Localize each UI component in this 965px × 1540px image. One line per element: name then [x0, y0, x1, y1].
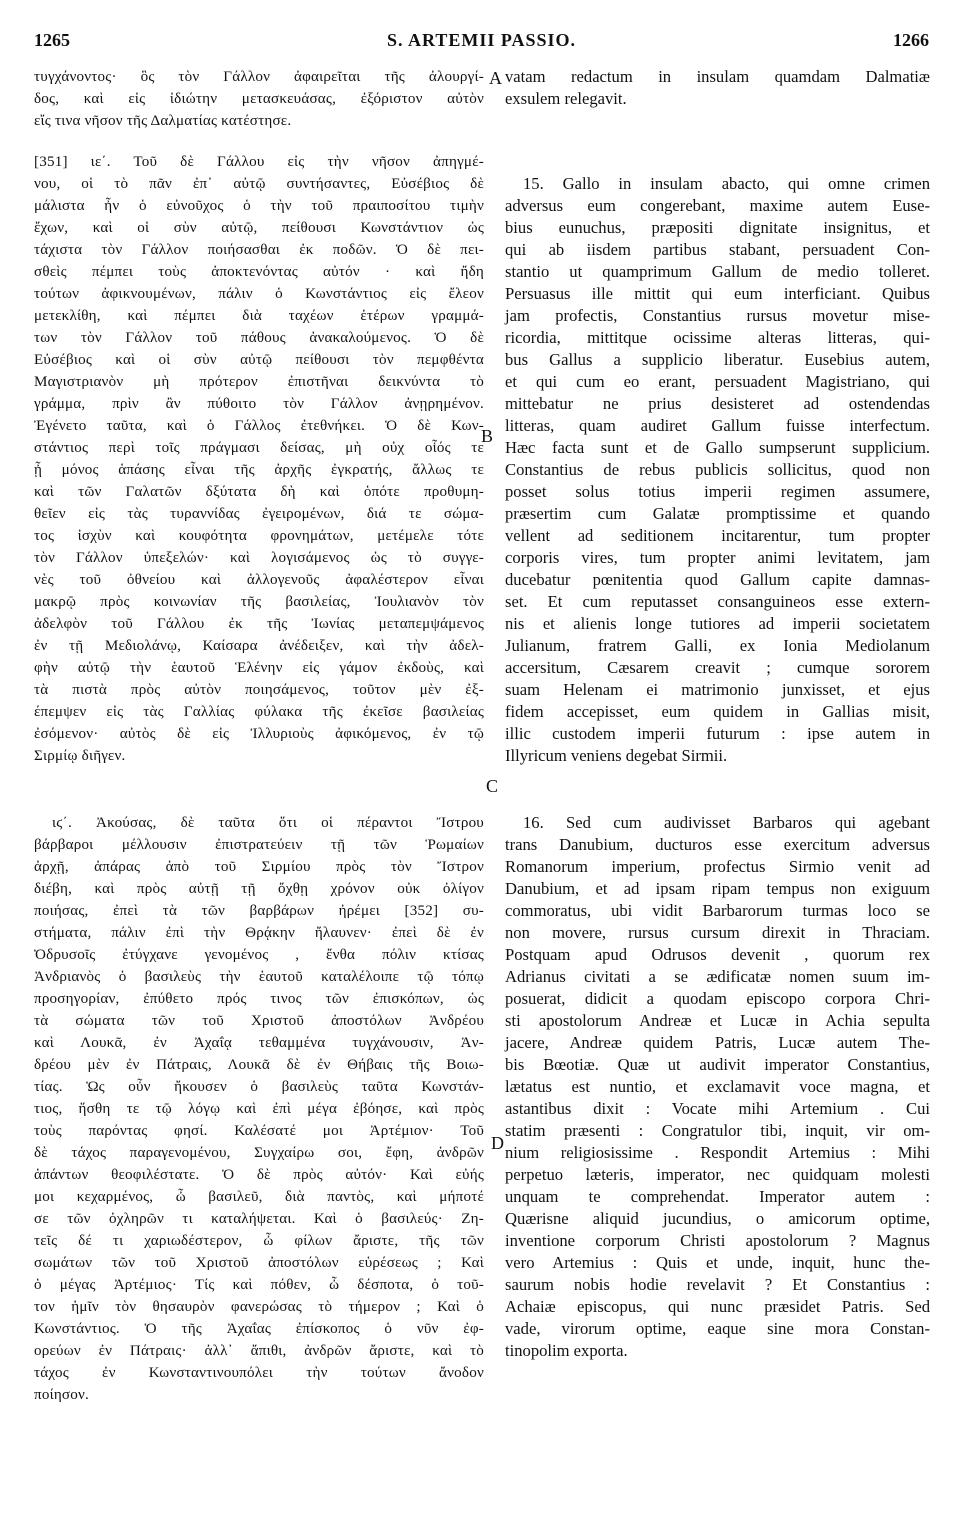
text-line: ορεύων ἐν Πάτραις· ἀλλ᾽ ἄπιθι, ἀνδρῶν ἄριστε, καὶ τὸ	[34, 1343, 484, 1359]
margin-marker-b: B	[481, 426, 494, 446]
text-line: τίας. Ὡς οὖν ἤκουσεν ὁ βασιλεὺς ταῦτα Κωνστάν-	[34, 1079, 484, 1095]
text-line: έπεμψεν εἰς τὰς Γαλλίας φύλακα τῆς ἐκεῖσε βασιλείας	[34, 704, 484, 720]
text-line: stantio ut quamprimum Gallum de medio tolleret.	[505, 262, 930, 281]
text-line: διέβη, καὶ πρὸς αὐτῇ τῇ ὄχθῃ χρόνον οὐκ ὀλίγον	[34, 881, 484, 897]
text-line: jam profectis, Constantius rursus movetur mise-	[505, 306, 930, 325]
text-line: ποίησον.	[34, 1387, 90, 1403]
text-line: ιϛ΄. Ἀκούσας, δὲ ταῦτα ὅτι οἱ πέραντοι Ἴστρου	[52, 815, 484, 831]
text-line: τούτων ἀφικνουμένων, πάλιν ὁ Κωνστάντιος εἰς ἔλεον	[34, 286, 484, 302]
text-line: φὴν αὐτῷ τὴν ἑαυτοῦ Ἑλένην εἰς γάμον ἐκδοὺς, καὶ	[34, 660, 484, 676]
text-line: Achaiæ episcopus, qui nunc præsidet Patris. Sed	[505, 1297, 930, 1316]
text-line: τιος, ἥσθη τε τῷ λόγῳ καὶ ἐπὶ μέγα ἐβόησε, καὶ πρὸς	[34, 1101, 484, 1117]
text-line: perpetuo læteris, imperator, nec quidquam molesti	[505, 1165, 930, 1184]
text-line: τον ἡμῖν τὸν θησαυρὸν φανερώσας τὸ τήμερον ; Καὶ ὁ	[34, 1299, 484, 1315]
text-line: σθεὶς πέμπει τοὺς ἀποκτενόντας αὐτόν · καὶ ἤδη	[34, 264, 484, 280]
margin-marker-d: D	[491, 1133, 504, 1153]
greek-section-15	[34, 151, 484, 767]
text-line: δος, καὶ εἰς ἰδιώτην μετασκευάσας, ἐξόριστον αὐτὸν	[34, 91, 484, 107]
text-line: statim præsenti : Congratulor tibi, inquit, vir om-	[505, 1121, 930, 1140]
text-line: Persuasus ille mittit qui eum interficiant. Quibus	[505, 284, 930, 303]
text-line: μακρῷ πρὸς κοινωνίαν τῆς βασιλείας, Ἰουλιανὸν τὸν	[34, 594, 484, 610]
text-line: accersitum, Cæsarem creavit ; cumque sororem	[505, 658, 930, 677]
text-line: bius eunuchus, præpositi dignitate insignitus, et	[505, 218, 930, 237]
text-line: ἀδελφὸν τοῦ Γάλλου ἐκ τῆς Ἰωνίας μεταπεμψάμενος	[34, 616, 484, 632]
text-line: νὲς τοῦ ὀθνείου καὶ ἀλλογενοῦς ἀφαλέστερον εἶναι	[34, 572, 484, 588]
text-line: posset solus totius imperii regimen assumere,	[505, 482, 930, 501]
text-line: illic custodem imperii futurum : ipse autem in	[505, 724, 930, 743]
text-line: nium religiosissime . Respondit Artemius : Mihi	[505, 1143, 930, 1162]
text-line: vero Artemius : Quis et unde, inquit, hunc the-	[505, 1253, 930, 1272]
text-line: ποιήσας, ἐπεὶ τὰ τῶν βαρβάρων ἠρέμει [352] συ-	[34, 903, 484, 919]
text-line: vatam redactum in insulam quamdam Dalmatiæ	[505, 67, 930, 86]
text-line: Constantius de rebus publicis sollicitus, quod non	[505, 460, 930, 479]
text-line: Romanorum imperium, profectus Sirmio venit ad	[505, 857, 930, 876]
text-line: σωμάτων τῶν τοῦ Χριστοῦ ἀποστόλων εὑρέσεως ; Καὶ	[34, 1255, 484, 1271]
text-line: καὶ τῶν Γαλατῶν δξύτατα δὴ καὶ ὁπότε προθυμη-	[34, 484, 484, 500]
text-line: θεῖεν εἰς τὰς τυραννίδας ἐγειρομένων, διά τε σώμα-	[34, 506, 484, 522]
text-line: Ἐγένετο ταῦτα, καὶ ὁ Γάλλος ἐτεθνήκει. Ὁ δὲ Κων-	[34, 418, 484, 434]
text-line: Illyricum veniens degebat Sirmii.	[505, 746, 728, 765]
text-line: καὶ Λουκᾶ, ἐν Ἀχαΐᾳ τεθαμμένα τυγχάνουσιν, Ἀν-	[34, 1035, 484, 1051]
text-line: Ἀνδριανὸς ὁ βασιλεὺς τὴν ἑαυτοῦ καταλέλοιπε τῷ τόπῳ	[34, 969, 484, 985]
text-line: ἐσόμενον· αὐτὸς δὲ εἰς Ἰλλυριοὺς ἀφικόμενος, ἐν τῷ	[34, 726, 484, 742]
text-line: των τὸν Γάλλον τοῦ πάθους ἀνακαλούμενος. Ὁ δὲ	[34, 330, 484, 346]
text-line: adversus eum congerebant, maxime autem Euse-	[505, 196, 930, 215]
text-line: ᾖ μόνος ἁπάσης εἶναι τῆς ἀρχῆς ἐγκρατής, ἄλλως τε	[34, 462, 484, 478]
text-line: unquam te comprehendat. Imperator autem :	[505, 1187, 930, 1206]
text-line: trans Danubium, ducturos esse exercitum adversus	[505, 835, 930, 854]
text-line: nis et alienis longe tutiores ad imperii societatem	[505, 614, 930, 633]
text-line: posuerat, didicit a quodam episcopo corpora Chri-	[505, 989, 930, 1008]
latin-section-16	[505, 812, 930, 1362]
text-line: præsertim cum Galatæ promptissime et quando	[505, 504, 930, 523]
text-line: Adrianus civitati a se ædificatæ nomen suum im-	[505, 967, 930, 986]
text-line: τὰ πιστὰ πρὸς αὐτὸν ποιησάμενος, τοῦτον μὲν ἐξ-	[34, 682, 484, 698]
text-line: τοὺς παρόντας φησί. Καλέσατέ μοι Ἀρτέμιον· Τοῦ	[34, 1123, 484, 1139]
text-line: Postquam apud Odrusos devenit , quorum rex	[505, 945, 930, 964]
text-line: set. Et cum reputasset consanguineos esse extern-	[505, 592, 930, 611]
margin-marker-a: A	[489, 68, 502, 88]
text-line: μάλιστα ἦν ὁ εὐνοῦχος ὁ τὴν τοῦ πραιποσίτου τιμὴν	[34, 198, 484, 214]
text-line: [351] ιε΄. Τοῦ δὲ Γάλλου εἰς τὴν νῆσον ἀπηγμέ-	[34, 154, 484, 170]
text-line: στάντιος περὶ τοῖς πράγμασι δείσας, μὴ οὐχ οἷός τε	[34, 440, 484, 456]
text-line: mittebatur ne prius desisteret ad ostendendas	[505, 394, 930, 413]
text-line: νου, οἱ τὸ πᾶν ἐπ᾽ αὐτῷ συντήσαντες, Εὐσέβιος δὲ	[34, 176, 484, 192]
latin-section-continuation	[505, 66, 930, 110]
page-number-left: 1265	[34, 30, 70, 50]
text-line: στήματα, πάλιν ἐπὶ τὴν Θρᾴκην ἤλαυνεν· ἐπεὶ δὲ ἐν	[34, 925, 484, 941]
latin-section-15	[505, 173, 930, 767]
text-line: προσηγορίαν, ἐπύθετο πρός τινος τῶν ἐπισκόπων, ὡς	[34, 991, 484, 1007]
text-line: fidem accepisset, eum quidem in Gallias misit,	[505, 702, 930, 721]
text-line: δρέου μὲν ἐν Πάτραις, Λουκᾶ δὲ ἐν Θήβαις τῆς Βοιω-	[34, 1057, 484, 1073]
text-line: bus Gallus a supplicio liberatur. Eusebius autem,	[505, 350, 930, 369]
text-line: inventione corporum Christi apostolorum ? Magnus	[505, 1231, 930, 1250]
text-line: astantibus dixit : Vocate mihi Artemium . Cui	[505, 1099, 930, 1118]
text-line: ἀρχῇ, ἀπάρας ἀπὸ τοῦ Σιρμίου πρὸς τὸν Ἴστρον	[34, 859, 484, 875]
text-line: τυγχάνοντος· ὃς τὸν Γάλλον ἀφαιρεῖται τῆς ἀλουργί-	[34, 69, 484, 85]
text-line: Julianum, fratrem Galli, ex Ionia Mediolanum	[505, 636, 930, 655]
text-line: δὲ τάχος παραγενομένου, Συγχαίρω σοι, ἔφη, ἀνδρῶν	[34, 1145, 484, 1161]
text-line: τὰ σώματα τῶν τοῦ Χριστοῦ ἀποστόλων Ἀνδρέου	[34, 1013, 484, 1029]
text-line: Εὐσέβιος καὶ οἱ σὺν αὐτῷ πείθουσι τὸν πεμφθέντα	[34, 352, 484, 368]
running-title: S. ARTEMII PASSIO.	[386, 30, 577, 50]
greek-section-16	[34, 812, 484, 1406]
text-line: ἐν τῇ Μεδιολάνῳ, Καίσαρα ἀνέδειξεν, καὶ τὴν ἀδελ-	[34, 638, 484, 654]
text-line: Danubium, et ad ipsam ripam tempus non exiguum	[505, 879, 930, 898]
text-line: μετεκλίθη, καὶ πέμπει διὰ ταχέων ἑτέρων γραμμά-	[34, 308, 484, 324]
text-line: ducebatur pœnitentia quod Gallum capite damnas-	[505, 570, 930, 589]
text-line: et qui cum eo erant, persuadent Magistriano, qui	[505, 372, 930, 391]
text-line: Σιρμίῳ διῆγεν.	[34, 748, 126, 764]
text-line: μοι κεχαρμένος, ὦ βασιλεῦ, διὰ παντὸς, καὶ μήποτέ	[34, 1189, 484, 1205]
text-line: ἔχων, καὶ οἱ σὺν αὐτῷ, πείθουσι Κωνστάντιον ὡς	[34, 220, 484, 236]
text-line: bis Bœotiæ. Quæ ut audivit imperator Constantius,	[505, 1055, 930, 1074]
text-line: Κωνστάντιος. Ὁ τῆς Ἀχαΐας ἐπίσκοπος ὁ νῦν ἐφ-	[34, 1321, 484, 1337]
text-line: τος ἰσχὺν καὶ κουφότητα φρονημάτων, μετέμελε τότε	[34, 528, 484, 544]
text-line: litteras, quam audiret Gallum fuisse interfectum.	[505, 416, 930, 435]
text-line: corporis vires, tum propter animi levitatem, jam	[505, 548, 930, 567]
margin-marker-c: C	[486, 776, 499, 796]
text-line: saurum nobis hodie revelavit ? Et Constantius :	[505, 1275, 930, 1294]
text-line: tinopolim exporta.	[505, 1341, 628, 1360]
text-line: τάχιστα τὸν Γάλλον ποιήσασθαι ἐκ ποδῶν. Ὁ δὲ πει-	[34, 242, 484, 258]
text-line: non movere, rursus cursum direxit in Thraciam.	[505, 923, 930, 942]
greek-section-continuation	[34, 66, 484, 132]
text-line: Μαγιστριανὸν μὴ πρότερον ἐπιστῆναι δεικνύντα τὸ	[34, 374, 484, 390]
text-line: Hæc facta sunt et de Gallo sumpserunt supplicium.	[505, 438, 930, 457]
text-line: Ὀδρυσοῖς ἐτύγχανε γενομένος , ἔνθα πόλιν κτίσας	[34, 947, 484, 963]
text-line: exsulem relegavit.	[505, 89, 627, 108]
text-line: commoratus, ubi vidit Barbarorum turmas loco se	[505, 901, 930, 920]
text-line: 16. Sed cum audivisset Barbaros qui agebant	[523, 813, 930, 832]
text-line: lætatus est nuntio, et exclamavit voce magna, et	[505, 1077, 930, 1096]
text-line: ricordia, mittitque ocissime alteras litteras, qui-	[505, 328, 930, 347]
text-line: τάχος ἐν Κωνσταντινουπόλει τὴν τούτων ἄνοδον	[34, 1365, 484, 1381]
text-line: 15. Gallo in insulam abacto, qui omne crimen	[523, 174, 930, 193]
text-line: suam Helenam ei matrimonio junxisset, et ejus	[505, 680, 930, 699]
text-line: σε τῶν ὀχληρῶν τι καταλήψεται. Καὶ ὁ βασιλεύς· Ζη-	[34, 1211, 484, 1227]
text-line: qui ab iisdem partibus stabant, persuadent Con-	[505, 240, 930, 259]
text-line: Quærisne aliquid jucundius, o amicorum optime,	[505, 1209, 930, 1228]
page-number-right: 1266	[893, 30, 929, 50]
text-line: τεῖς δέ τι χαριωδέστερον, ὦ φίλων ἄριστε, τῆς τῶν	[34, 1233, 484, 1249]
text-line: jacere, Andreæ quidem Patris, Lucæ autem The-	[505, 1033, 930, 1052]
text-line: vellent ad seditionem incitarentur, tum propter	[505, 526, 930, 545]
text-line: vade, virorum optime, eaque sine mora Constan-	[505, 1319, 930, 1338]
text-line: βάρβαροι μέλλουσιν ἐπιστρατεύειν τῇ τῶν Ῥωμαίων	[34, 837, 484, 853]
page-header	[34, 30, 929, 60]
text-line: εἴς τινα νῆσον τῆς Δαλματίας κατέστησε.	[34, 113, 292, 129]
text-line: τὸν Γάλλον ὑπεξελών· καὶ λογισάμενος ὡς τὸ συγγε-	[34, 550, 484, 566]
text-line: sti apostolorum Andreæ et Lucæ in Achia sepulta	[505, 1011, 930, 1030]
text-line: ἁπάντων θεοφιλέστατε. Ὁ δὲ πρὸς αὐτόν· Καὶ εὐής	[34, 1167, 484, 1183]
text-line: ὁ μέγας Ἀρτέμιος· Τίς καὶ πόθεν, ὦ δέσποτα, ὁ τοῦ-	[34, 1277, 484, 1293]
text-line: γράμμα, πρὶν ἂν πύθοιτο τὸν Γάλλον ἀνῃρημένον.	[34, 396, 484, 412]
